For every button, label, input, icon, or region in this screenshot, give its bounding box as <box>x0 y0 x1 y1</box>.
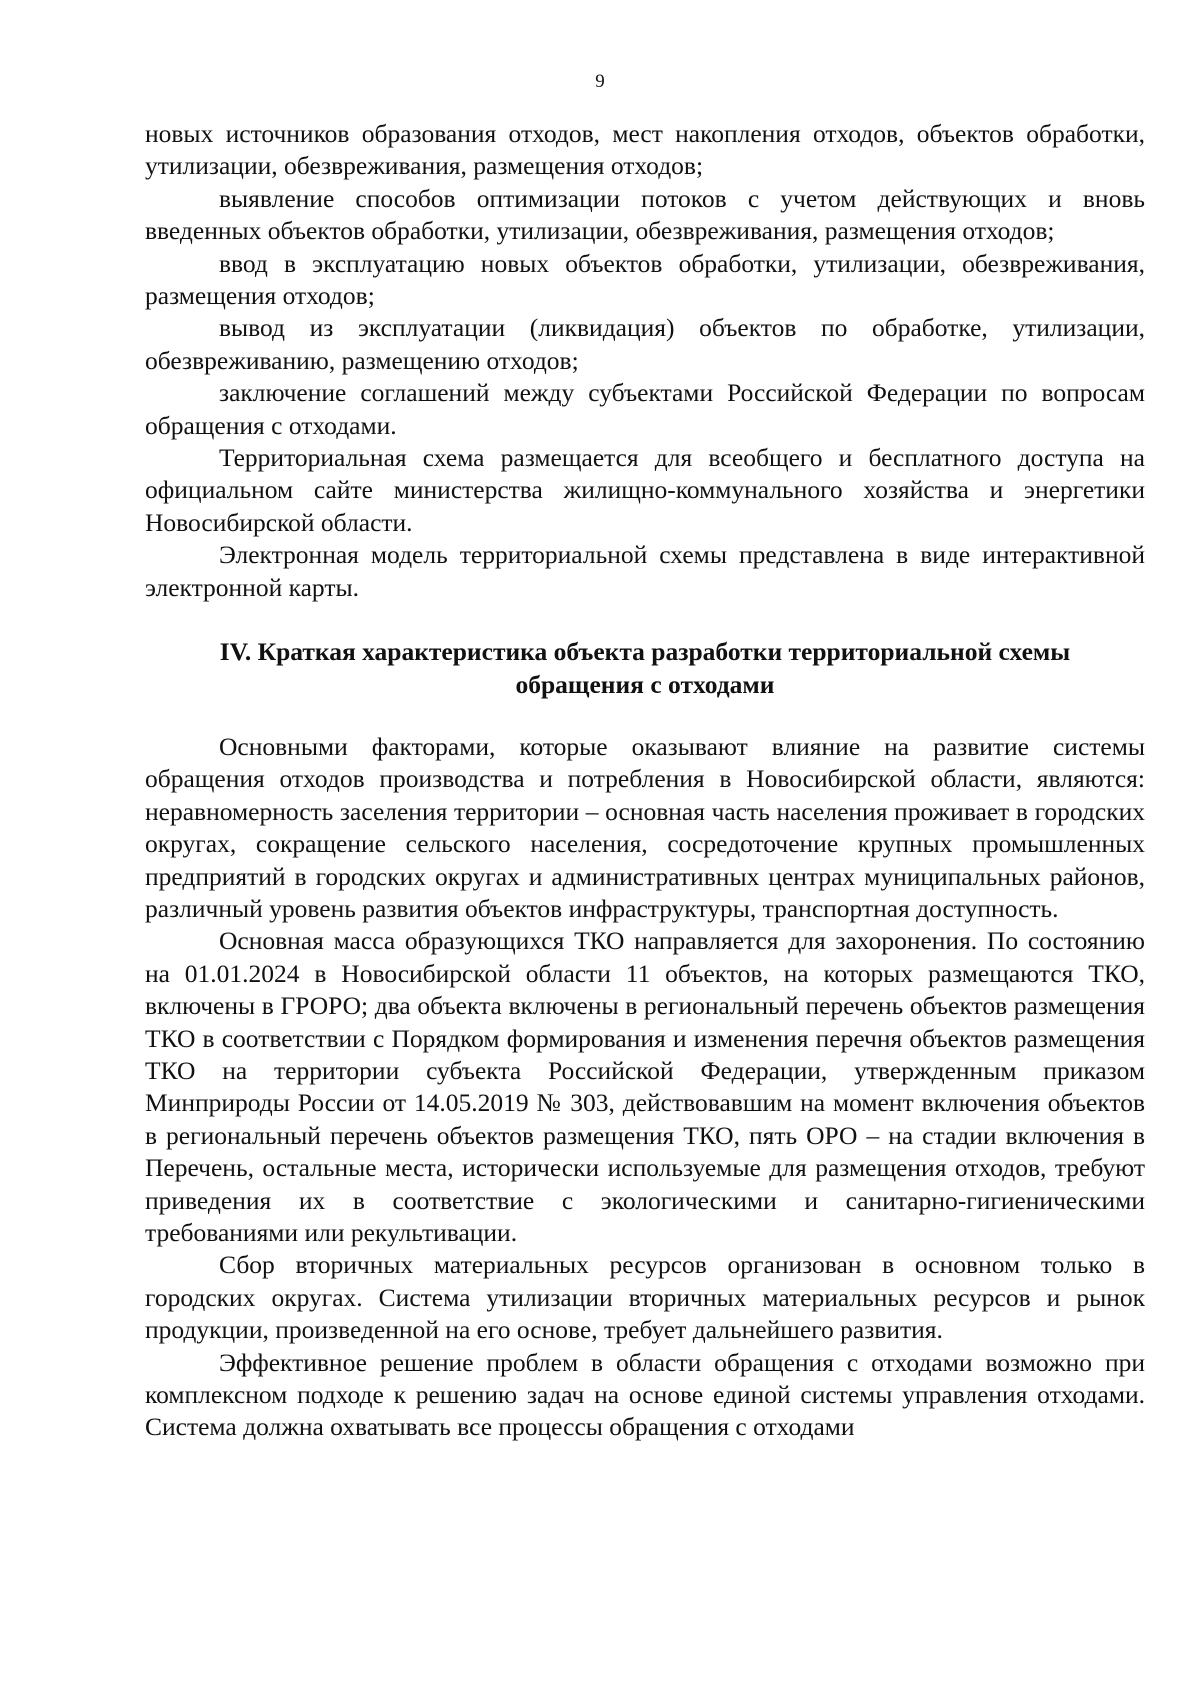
section-heading-line1: IV. Краткая характеристика объекта разработки территориальной схемы <box>219 637 1071 667</box>
section-heading <box>145 636 1145 701</box>
page-number: 9 <box>595 71 605 92</box>
paragraph-main-factors: Основными факторами, которые оказывают влияние на развитие системы обращения отходов производства и потребления в Новосибирской области, являются: неравномерность заселения территории – основная часть населения проживает в городских округах, сокращение сельского населения, сосредоточение крупных промышленных предприятий в городских округах и административных центрах муниципальных районов, различный уровень развития объектов инфраструктуры, транспортная доступность. <box>145 731 1145 923</box>
section-heading-line2: обращения с отходами <box>515 669 775 699</box>
paragraph-list-item-agreements: заключение соглашений между субъектами Российской Федерации по вопросам обращения с отходами. <box>145 378 1145 440</box>
paragraph-effective-solution: Эффективное решение проблем в области обращения с отходами возможно при комплексном подходе к решению задач на основе единой системы управления отходами. Система должна охватывать все процессы обращения с отходами <box>145 1347 1145 1442</box>
paragraph-secondary-resources: Сбор вторичных материальных ресурсов организован в основном только в городских округах. Система утилизации вторичных материальных ресурсов и рынок продукции, произведенной на его основе, требует дальнейшего развития. <box>145 1250 1145 1345</box>
paragraph-electronic-model: Электронная модель территориальной схемы представлена в виде интерактивной электронной карты. <box>145 540 1145 602</box>
paragraph-list-continuation: новых источников образования отходов, мест накопления отходов, объектов обработки, утилизации, обезвреживания, размещения отходов; <box>145 119 1145 181</box>
paragraph-list-item-flow-optimization: выявление способов оптимизации потоков с учетом действующих и вновь введенных объектов обработки, утилизации, обезвреживания, размещения отходов; <box>145 183 1145 246</box>
document-body <box>145 118 1145 1444</box>
paragraph-tko-disposal: Основная масса образующихся ТКО направляется для захоронения. По состоянию на 01.01.2024 в Новосибирской области 11 объектов, на которых размещаются ТКО, включены в ГРОРО; два объекта включены в региональный перечень объектов размещения ТКО в соответствии с Порядком формирования и изменения перечня объектов размещения ТКО на территории субъекта Российской Федерации, утвержденным приказом Минприроды России от 14.05.2019 № 303, действовавшим на момент включения объектов в региональный перечень объектов размещения ТКО, пять ОРО – на стадии включения в Перечень, остальные места, исторически используемые для размещения отходов, требуют приведения их в соответствие с экологическими и санитарно-гигиеническими требованиями или рекультивации. <box>145 926 1145 1247</box>
paragraph-list-item-commissioning: ввод в эксплуатацию новых объектов обработки, утилизации, обезвреживания, размещения отходов; <box>145 248 1145 311</box>
paragraph-list-item-decommissioning: вывод из эксплуатации (ликвидация) объектов по обработке, утилизации, обезвреживанию, размещению отходов; <box>145 313 1145 375</box>
paragraph-publication: Территориальная схема размещается для всеобщего и бесплатного доступа на официальном сайте министерства жилищно-коммунального хозяйства и энергетики Новосибирской области. <box>145 443 1145 537</box>
